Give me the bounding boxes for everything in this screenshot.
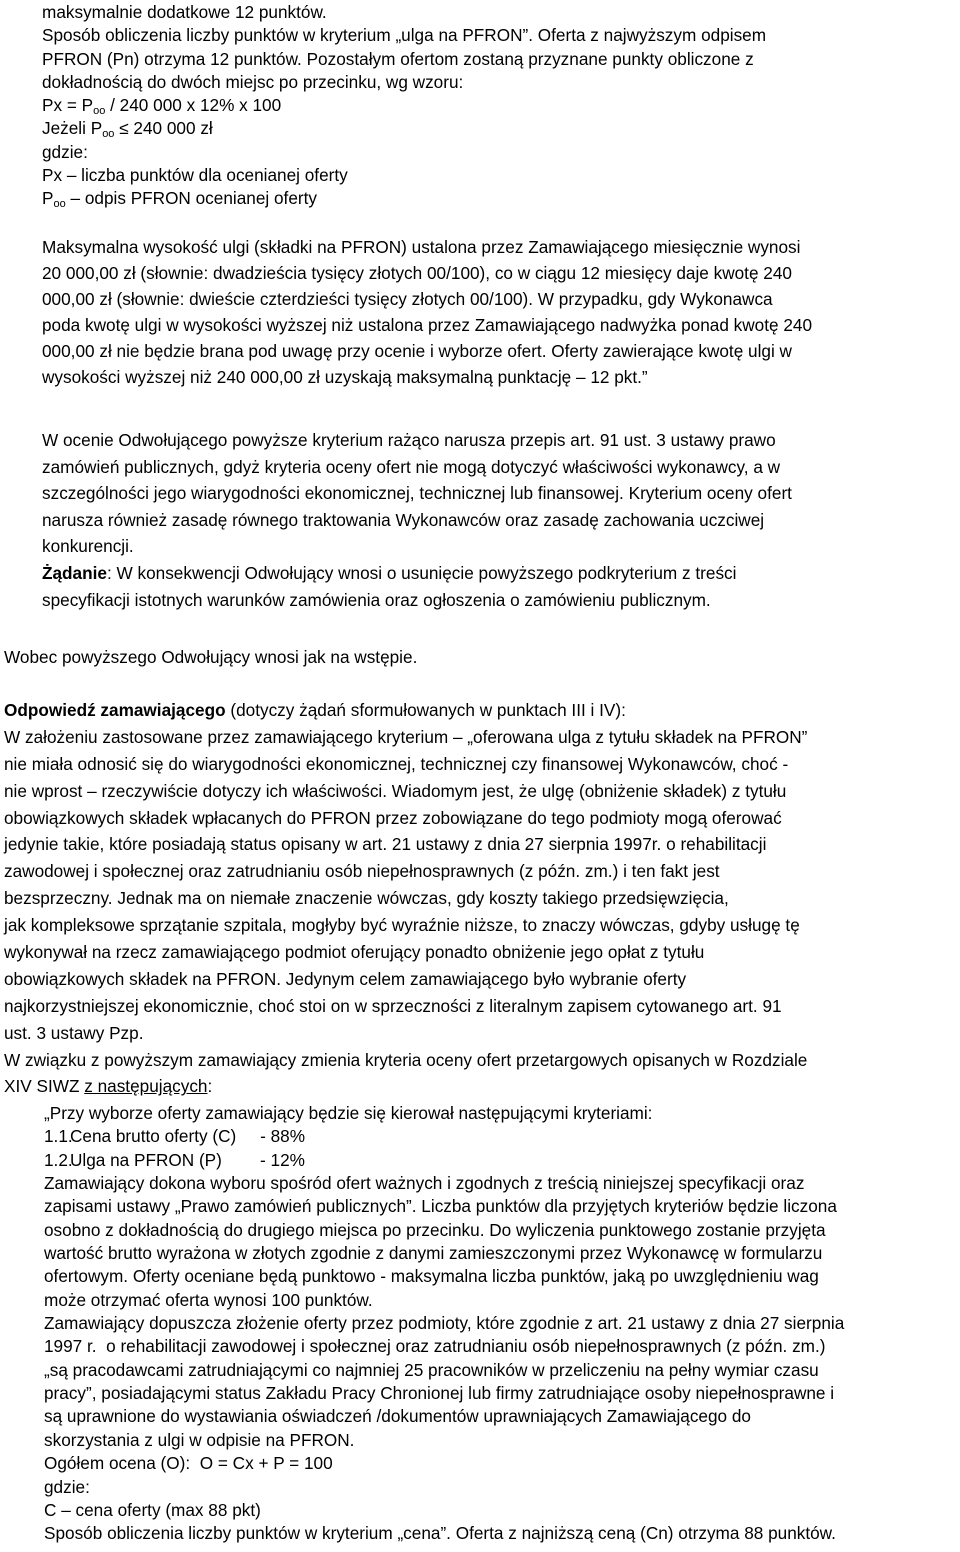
list-number: 1.1. bbox=[44, 1126, 73, 1147]
text-part: XIV SIWZ bbox=[4, 1076, 85, 1097]
text-line: 20 000,00 zł (słownie: dwadzieścia tysięcy złotych 00/100), co w ciągu 12 miesięcy daje kwotę 240 bbox=[42, 263, 792, 284]
text-line: ofertowym. Oferty oceniane będą punktowo - maksymalna liczba punktów, jaką po uwzględnieniu wag bbox=[44, 1266, 819, 1287]
text-line: 1997 r. o rehabilitacji zawodowej i społecznej oraz zatrudnianiu osób niepełnosprawnych (z późn. zm.) bbox=[44, 1336, 826, 1357]
text-part: : bbox=[207, 1076, 213, 1097]
text-line: jak kompleksowe sprzątanie szpitala, mogłyby być wyraźnie niższe, to znaczy wówczas, gdyby usługę tę bbox=[4, 915, 800, 936]
conclusion-line bbox=[4, 646, 417, 670]
text-line: W związku z powyższym zamawiający zmienia kryteria oceny ofert przetargowych opisanych w Rozdziale bbox=[4, 1049, 808, 1070]
demand-text: : W konsekwencji Odwołujący wnosi o usunięcie powyższego podkryterium z treści bbox=[106, 562, 737, 583]
formula-px bbox=[42, 94, 766, 117]
text-line: są uprawnione do wystawiania oświadczeń /dokumentów uprawniających Zamawiającego do bbox=[44, 1406, 751, 1427]
criterion-relief bbox=[44, 1149, 844, 1172]
demand-label: Żądanie bbox=[42, 562, 107, 583]
text-line: poda kwotę ulgi w wysokości wyższej niż ustalona przez Zamawiającego nadwyżka ponad kwotę 240 bbox=[42, 315, 813, 336]
text-line: pracy”, posiadającymi status Zakładu Pracy Chronionej lub firmy zatrudniające osoby niepełnosprawne i bbox=[44, 1383, 835, 1404]
text-line: bezsprzeczny. Jednak ma on niemałe znaczenie wówczas, gdy koszty takiego przedsięwzięcia, bbox=[4, 888, 729, 909]
text-line: Zamawiający dokona wyboru spośród ofert ważnych i zgodnych z treścią niniejszej specyfikacji oraz bbox=[44, 1173, 805, 1194]
text-line: dokładnością do dwóch miejsc po przecinku, wg wzoru: bbox=[42, 71, 464, 92]
text-line: najkorzystniejszej ekonomicznie, choć stoi on w sprzeczności z literalnym zapisem cytowanego art. 91 bbox=[4, 995, 782, 1016]
response-heading bbox=[4, 697, 807, 724]
authority-response bbox=[4, 697, 807, 1100]
text-line: narusza również zasadę równego traktowania Wykonawców oraz zasadę zachowania uczciwej bbox=[42, 509, 765, 530]
formula-part: P bbox=[42, 188, 54, 209]
subscript: oo bbox=[53, 198, 66, 211]
response-heading-note: (dotyczy żądań sformułowanych w punktach III i IV): bbox=[225, 700, 626, 720]
criterion-price bbox=[44, 1125, 844, 1148]
appellant-assessment bbox=[42, 427, 792, 613]
text-line: Sposób obliczenia liczby punktów w kryterium „ulga na PFRON”. Oferta z najwyższym odpisem bbox=[42, 25, 767, 46]
text-line: nie wprost – rzeczywiście dotyczy ich właściwości. Wiadomym jest, że ulgę (obniżenie składek) z tytułu bbox=[4, 780, 787, 801]
criteria-intro: „Przy wyborze oferty zamawiający będzie się kierował następującymi kryteriami: bbox=[44, 1103, 653, 1123]
text-line: 000,00 zł (słownie: dwieście czterdzieści tysięcy złotych 00/100). W przypadku, gdy Wykonawca bbox=[42, 289, 773, 310]
underlined-text: z następujących bbox=[84, 1076, 208, 1097]
text-line: zawodowej i społecznej oraz zatrudnianiu osób niepełnosprawnych (z późn. zm.) i ten fakt jest bbox=[4, 861, 720, 882]
demand-line bbox=[42, 560, 792, 587]
text-line: 000,00 zł nie będzie brana pod uwagę przy ocenie i wyborze ofert. Oferty zawierające kwotę ulgi w bbox=[42, 341, 792, 362]
text-line: C – cena oferty (max 88 pkt) bbox=[44, 1499, 261, 1520]
pfron-criterion-formula bbox=[42, 1, 766, 211]
text-line: jedynie takie, które posiadają status opisany w art. 21 ustawy z dnia 27 sierpnia 1997r. o rehabilitacji bbox=[4, 834, 767, 855]
criterion-text: Cena brutto oferty (C) - 88% bbox=[70, 1126, 305, 1147]
formula-part: ≤ 240 000 zł bbox=[114, 118, 213, 139]
text-line: obowiązkowych składek wpłacanych do PFRON przez zobowiązane do tego podmioty mogą oferować bbox=[4, 807, 782, 828]
formula-legend bbox=[42, 187, 766, 210]
text-line: Sposób obliczenia liczby punktów w kryterium „cena”. Oferta z najniższą ceną (Cn) otrzyma 88 punktów. bbox=[44, 1523, 836, 1544]
formula-part: / 240 000 x 12% x 100 bbox=[105, 95, 282, 116]
text-line: wysokości wyższej niż 240 000,00 zł uzyskają maksymalną punktację – 12 pkt.” bbox=[42, 367, 648, 388]
text-line: osobno z dokładnością do drugiego miejsca po przecinku. Do wyliczenia punktowego zostanie przyjęta bbox=[44, 1219, 826, 1240]
subscript: oo bbox=[102, 128, 115, 141]
text-line: PFRON (Pn) otrzyma 12 punktów. Pozostałym ofertom zostaną przyznane punkty obliczone z bbox=[42, 48, 754, 69]
text-line: wykonywał na rzecz zamawiającego podmiot oferujący ponadto obniżenie jego opłat z tytułu bbox=[4, 942, 705, 963]
max-relief-paragraph bbox=[42, 234, 812, 391]
formula-part: Jeżeli P bbox=[42, 118, 103, 139]
amended-criteria bbox=[44, 1102, 844, 1546]
subscript: oo bbox=[93, 105, 106, 118]
text-line bbox=[4, 1073, 807, 1100]
text-line: Wobec powyższego Odwołujący wnosi jak na wstępie. bbox=[4, 647, 418, 667]
text-line: Maksymalna wysokość ulgi (składki na PFRON) ustalona przez Zamawiającego miesięcznie wynosi bbox=[42, 237, 801, 257]
text-line: szczególności jego wiarygodności ekonomicznej, technicznej lub finansowej. Kryterium oceny ofert bbox=[42, 483, 792, 504]
text-line: W ocenie Odwołującego powyższe kryterium rażąco narusza przepis art. 91 ust. 3 ustawy prawo bbox=[42, 430, 776, 450]
text-line: wartość brutto wyrażona w złotych zgodnie z danymi zamieszczonymi przez Wykonawcę w formularzu bbox=[44, 1243, 823, 1264]
formula-part: – odpis PFRON ocenianej oferty bbox=[65, 188, 317, 209]
response-heading-label: Odpowiedź zamawiającego bbox=[4, 700, 226, 720]
text-line: może otrzymać oferta wynosi 100 punktów. bbox=[44, 1289, 373, 1310]
criterion-text: Ulga na PFRON (P) - 12% bbox=[70, 1149, 305, 1170]
text-line: konkurencji. bbox=[42, 536, 134, 557]
text-line: Px – liczba punktów dla ocenianej oferty bbox=[42, 165, 348, 186]
text-line: gdzie: bbox=[44, 1476, 90, 1497]
text-line: zamówień publicznych, gdyż kryteria oceny ofert nie mogą dotyczyć właściwości wykonawcy, a w bbox=[42, 456, 781, 477]
text-line: specyfikacji istotnych warunków zamówienia oraz ogłoszenia o zamówieniu publicznym. bbox=[42, 589, 711, 610]
text-line: gdzie: bbox=[42, 141, 88, 162]
text-line: ust. 3 ustawy Pzp. bbox=[4, 1022, 144, 1043]
total-score-formula: Ogółem ocena (O): O = Cx + P = 100 bbox=[44, 1453, 333, 1474]
text-line: Zamawiający dopuszcza złożenie oferty przez podmioty, które zgodnie z art. 21 ustawy z dnia 27 sierpnia bbox=[44, 1313, 845, 1334]
formula-condition bbox=[42, 117, 766, 140]
text-line: zapisami ustawy „Prawo zamówień publicznych”. Liczba punktów dla przyjętych kryteriów będzie liczona bbox=[44, 1196, 837, 1217]
text-line: nie miała odnosić się do wiarygodności ekonomicznej, technicznej czy finansowej Wykonawców, choć - bbox=[4, 753, 789, 774]
list-number: 1.2. bbox=[44, 1149, 73, 1170]
text-line: maksymalnie dodatkowe 12 punktów. bbox=[42, 2, 327, 22]
text-line: W założeniu zastosowane przez zamawiającego kryterium – „oferowana ulga z tytułu składek na PFRON” bbox=[4, 726, 808, 747]
formula-part: Px = P bbox=[42, 95, 94, 116]
text-line: „są pracodawcami zatrudniającymi co najmniej 25 pracowników w przeliczeniu na pełny wymiar czasu bbox=[44, 1359, 819, 1380]
text-line: skorzystania z ulgi w odpisie na PFRON. bbox=[44, 1429, 355, 1450]
text-line: obowiązkowych składek na PFRON. Jedynym celem zamawiającego było wybranie oferty bbox=[4, 968, 687, 989]
